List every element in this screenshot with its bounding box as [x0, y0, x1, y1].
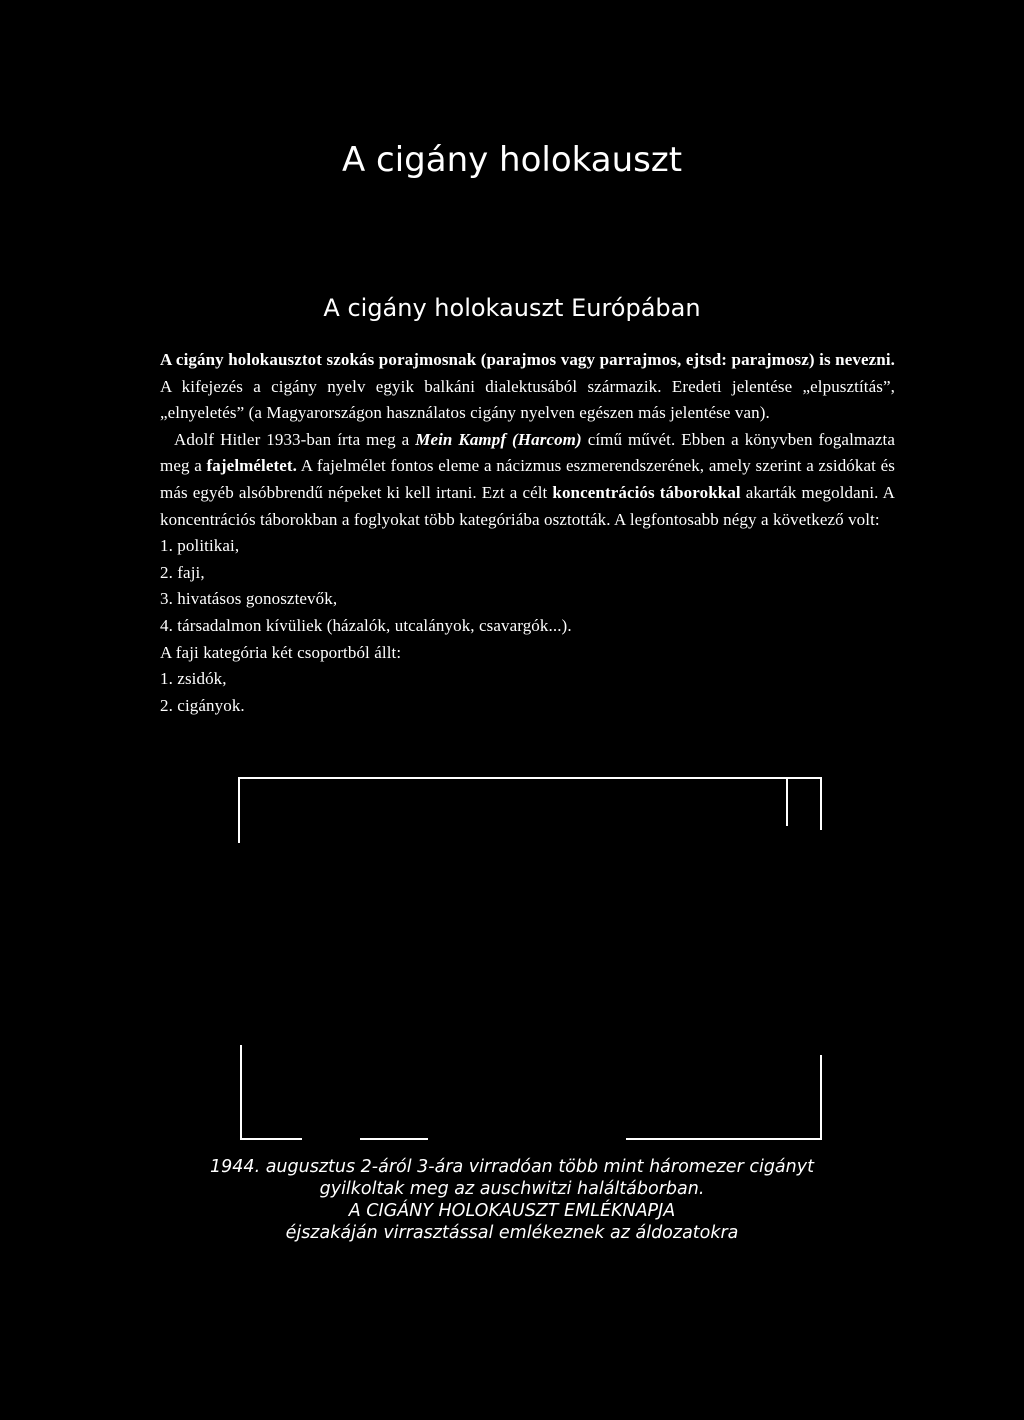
race-intro: A faji kategória két csoportból állt: — [160, 642, 402, 662]
section-heading: A cigány holokauszt Európában — [323, 294, 701, 322]
hitler-text-d: akarták megoldani. A koncentrációs táborokban a foglyokat több kategóriába osztották. A legfontosabb négy a következő volt: — [160, 482, 895, 529]
term-racial-theory: fajelméletet. — [206, 456, 298, 476]
frame-line — [240, 1138, 302, 1140]
paragraph-hitler — [160, 427, 895, 533]
frame-line — [626, 1138, 822, 1140]
hitler-text-b: című művét. Ebben a könyvben fogalmazta meg a — [160, 429, 895, 476]
photo-caption — [150, 1156, 874, 1244]
list-item: 1. zsidók, — [160, 669, 227, 689]
list-item: 3. hivatásos gonosztevők, — [160, 589, 338, 609]
frame-line — [240, 1045, 242, 1140]
frame-line — [360, 1138, 428, 1140]
article-body — [160, 347, 895, 719]
intro-bold-text: A cigány holokausztot szokás porajmosnak (parajmos vagy parrajmos, ejtsd: parajmosz) is nevezni. — [160, 350, 895, 369]
intro-text: A kifejezés a cigány nyelv egyik balkáni dialektusából származik. Eredeti jelentése „elpusztítás”, „elnyeletés” (a Magyarországon használatos cigány nyelven egészen más jelentése van). — [160, 376, 895, 423]
paragraph-intro — [160, 347, 895, 427]
frame-line — [238, 778, 240, 843]
frame-line — [820, 1055, 822, 1140]
book-title: Mein Kampf (Harcom) — [415, 429, 582, 449]
hitler-text-c: A fajelmélet fontos eleme a nácizmus eszmerendszerének, amely szerint a zsidókat és más egyéb alsóbbrendű népeket ki kell irtani. Ezt a célt — [160, 456, 895, 502]
list-item: 2. cigányok. — [160, 695, 245, 715]
category-list — [160, 533, 895, 639]
frame-line — [238, 777, 822, 779]
list-item: 1. politikai, — [160, 536, 240, 556]
page-title: A cigány holokauszt — [341, 140, 683, 180]
frame-line — [786, 778, 788, 826]
list-item: 2. faji, — [160, 562, 205, 582]
caption-line: A CIGÁNY HOLOKAUSZT EMLÉKNAPJA — [348, 1201, 676, 1221]
caption-line: éjszakáján virrasztással emlékeznek az áldozatokra — [285, 1223, 739, 1243]
list-item: 4. társadalmon kívüliek (házalók, utcalányok, csavargók...). — [160, 615, 572, 635]
race-group-list — [160, 666, 895, 719]
caption-line: gyilkoltak meg az auschwitzi haláltáborban. — [319, 1179, 705, 1199]
frame-line — [820, 778, 822, 830]
term-concentration-camps: koncentrációs táborokkal — [552, 482, 741, 502]
hitler-text-a: Adolf Hitler 1933-ban írta meg a — [174, 429, 416, 449]
caption-line: 1944. augusztus 2-áról 3-ára virradóan több mint háromezer cigányt — [210, 1157, 814, 1177]
